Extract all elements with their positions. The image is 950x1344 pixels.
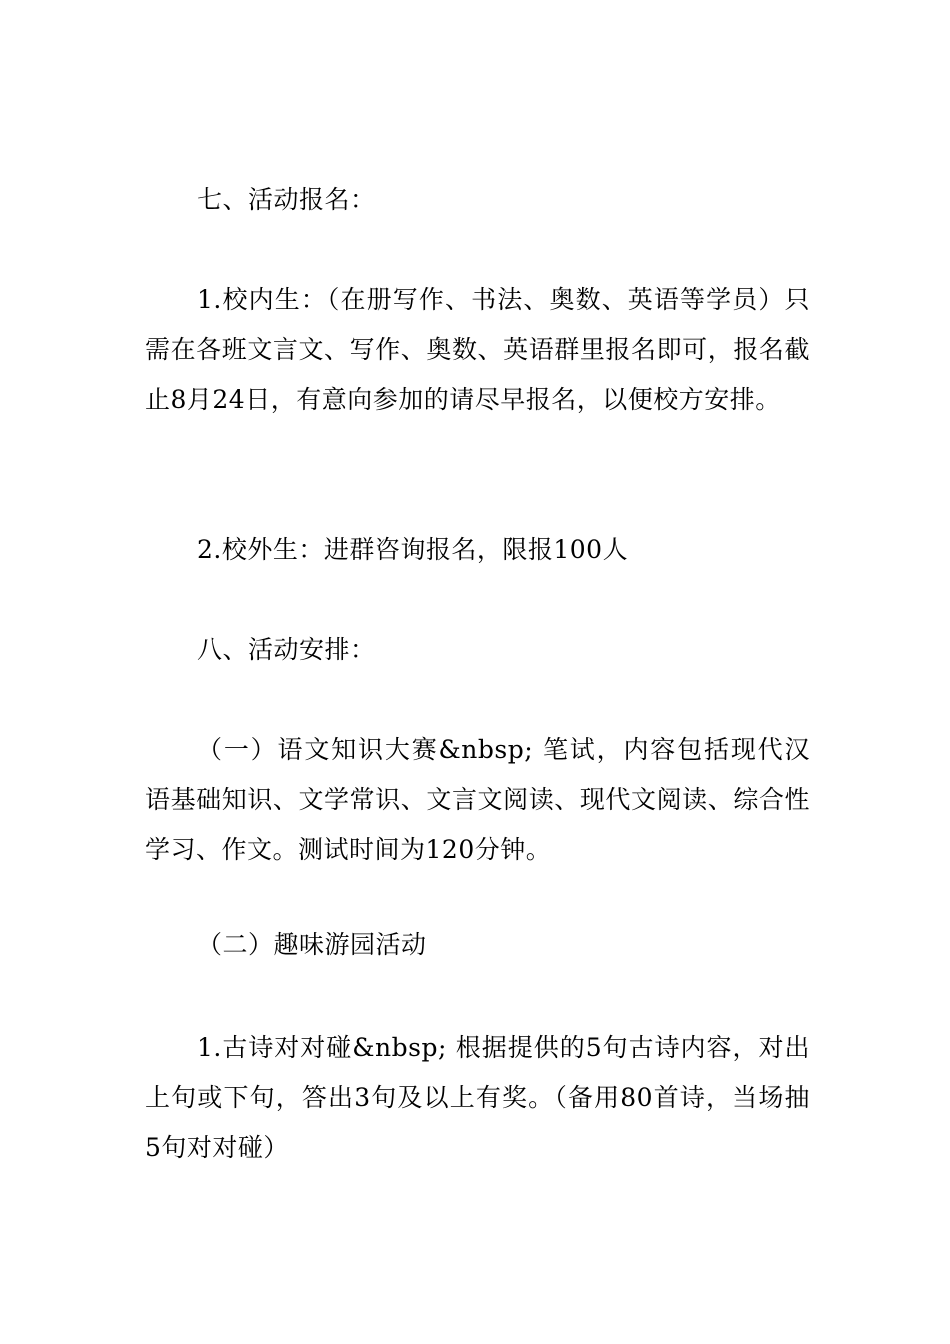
- paragraph-internal-students: 1.校内生：（在册写作、书法、奥数、英语等学员）只需在各班文言文、写作、奥数、英语群里报名即可，报名截止8月24日，有意向参加的请尽早报名，以便校方安排。: [145, 285, 810, 414]
- subheading-garden-activity: （二）趣味游园活动: [197, 930, 427, 959]
- paragraph-poetry-match: 1.古诗对对碰&nbsp; 根据提供的5句古诗内容，对出上句或下句，答出3句及以上有奖。（备用80首诗，当场抽5句对对碰）: [145, 1033, 810, 1162]
- section-heading-registration: 七、活动报名：: [197, 185, 376, 214]
- section-heading-arrangement: 八、活动安排：: [197, 635, 376, 664]
- paragraph-external-students: 2.校外生：进群咨询报名，限报100人: [197, 535, 629, 564]
- paragraph-chinese-contest: （一）语文知识大赛&nbsp; 笔试，内容包括现代汉语基础知识、文学常识、文言文阅读、现代文阅读、综合性学习、作文。测试时间为120分钟。: [145, 735, 810, 864]
